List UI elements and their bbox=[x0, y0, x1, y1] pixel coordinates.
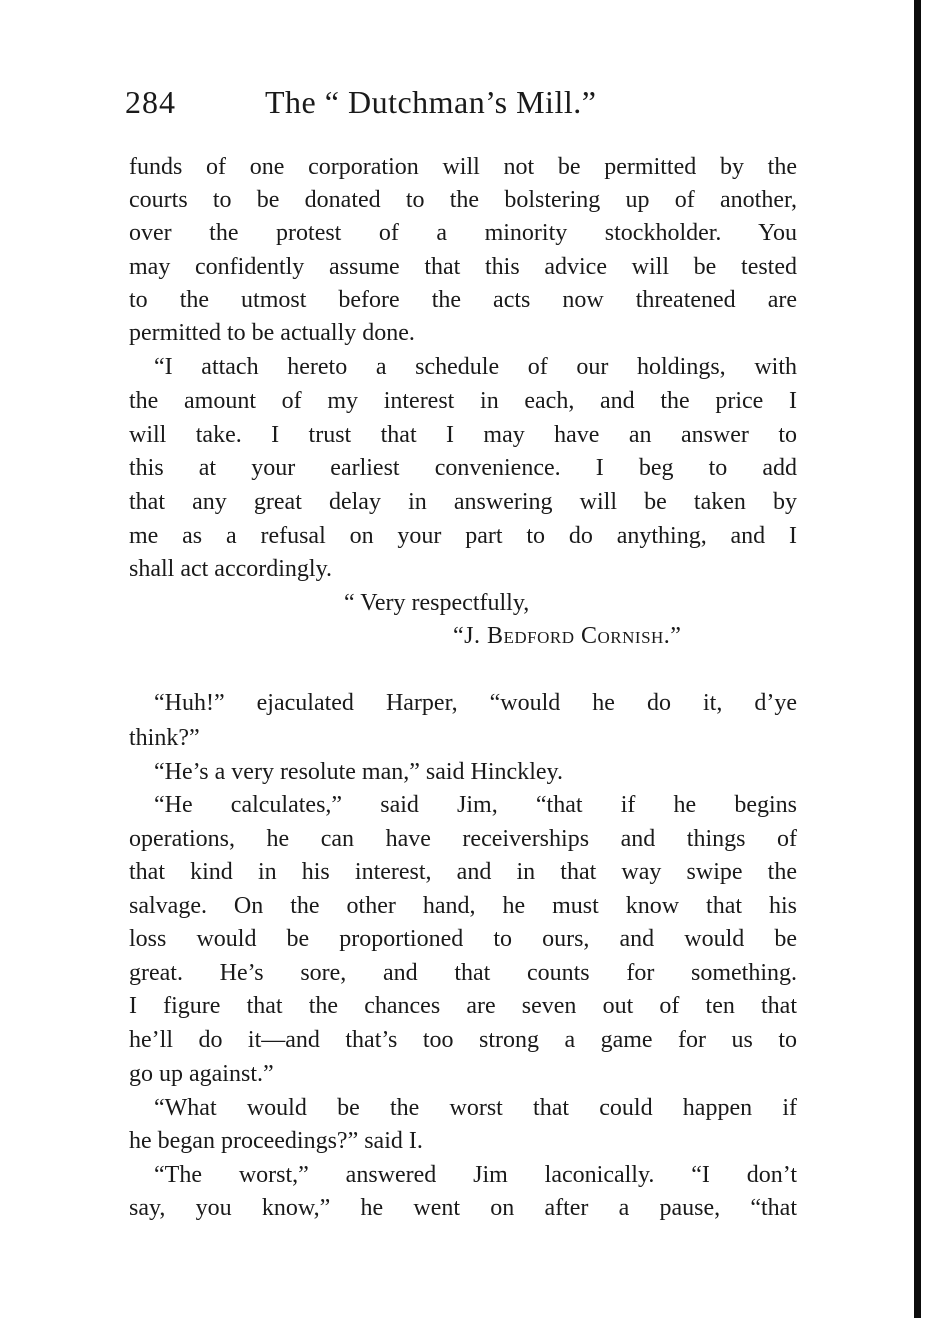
text-line: he began proceedings?” said I. bbox=[129, 1128, 423, 1154]
text-line: that any great delay in answering will be taken by bbox=[129, 489, 797, 515]
text-line: salvage. On the other hand, he must know that his bbox=[129, 893, 797, 919]
text-line: funds of one corporation will not be permitted by the bbox=[129, 154, 797, 180]
text-line: think?” bbox=[129, 725, 200, 751]
text-line: “He calculates,” said Jim, “that if he begins bbox=[154, 792, 797, 818]
text-line: “Huh!” ejaculated Harper, “would he do it, d’ye bbox=[154, 690, 797, 716]
text-line: that kind in his interest, and in that way swipe the bbox=[129, 859, 797, 885]
text-line: me as a refusal on your part to do anything, and I bbox=[129, 523, 797, 549]
text-line: “The worst,” answered Jim laconically. “I don’t bbox=[154, 1162, 797, 1188]
text-line: loss would be proportioned to ours, and would be bbox=[129, 926, 797, 952]
text-line: over the protest of a minority stockholder. You bbox=[129, 220, 797, 246]
text-line: may confidently assume that this advice will be tested bbox=[129, 254, 797, 280]
text-line: permitted to be actually done. bbox=[129, 320, 415, 346]
text-line: the amount of my interest in each, and the price I bbox=[129, 388, 797, 414]
page-edge-shadow bbox=[914, 0, 921, 1318]
text-line: I figure that the chances are seven out of ten that bbox=[129, 993, 797, 1019]
page-number: 284 bbox=[125, 84, 176, 120]
text-line: will take. I trust that I may have an answer to bbox=[129, 422, 797, 448]
text-line: to the utmost before the acts now threatened are bbox=[129, 287, 797, 313]
text-line: “What would be the worst that could happen if bbox=[154, 1095, 797, 1121]
text-line: this at your earliest convenience. I beg to add bbox=[129, 455, 797, 481]
text-line: “He’s a very resolute man,” said Hinckley. bbox=[154, 759, 563, 785]
text-line: operations, he can have receiverships and things of bbox=[129, 826, 797, 852]
text-line: he’ll do it—and that’s too strong a game for us to bbox=[129, 1027, 797, 1053]
text-line: shall act accordingly. bbox=[129, 556, 333, 582]
text-line: “I attach hereto a schedule of our holdings, with bbox=[154, 354, 797, 380]
text-line: courts to be donated to the bolstering up of another, bbox=[129, 187, 797, 213]
letter-closing: “ Very respectfully, bbox=[344, 590, 530, 616]
running-title: The “ Dutchman’s Mill.” bbox=[265, 84, 597, 120]
text-line: great. He’s sore, and that counts for something. bbox=[129, 960, 797, 986]
text-line: say, you know,” he went on after a pause, “that bbox=[129, 1195, 797, 1221]
text-line: go up against.” bbox=[129, 1061, 274, 1087]
letter-signature: “J. Bedford Cornish.” bbox=[453, 623, 682, 649]
